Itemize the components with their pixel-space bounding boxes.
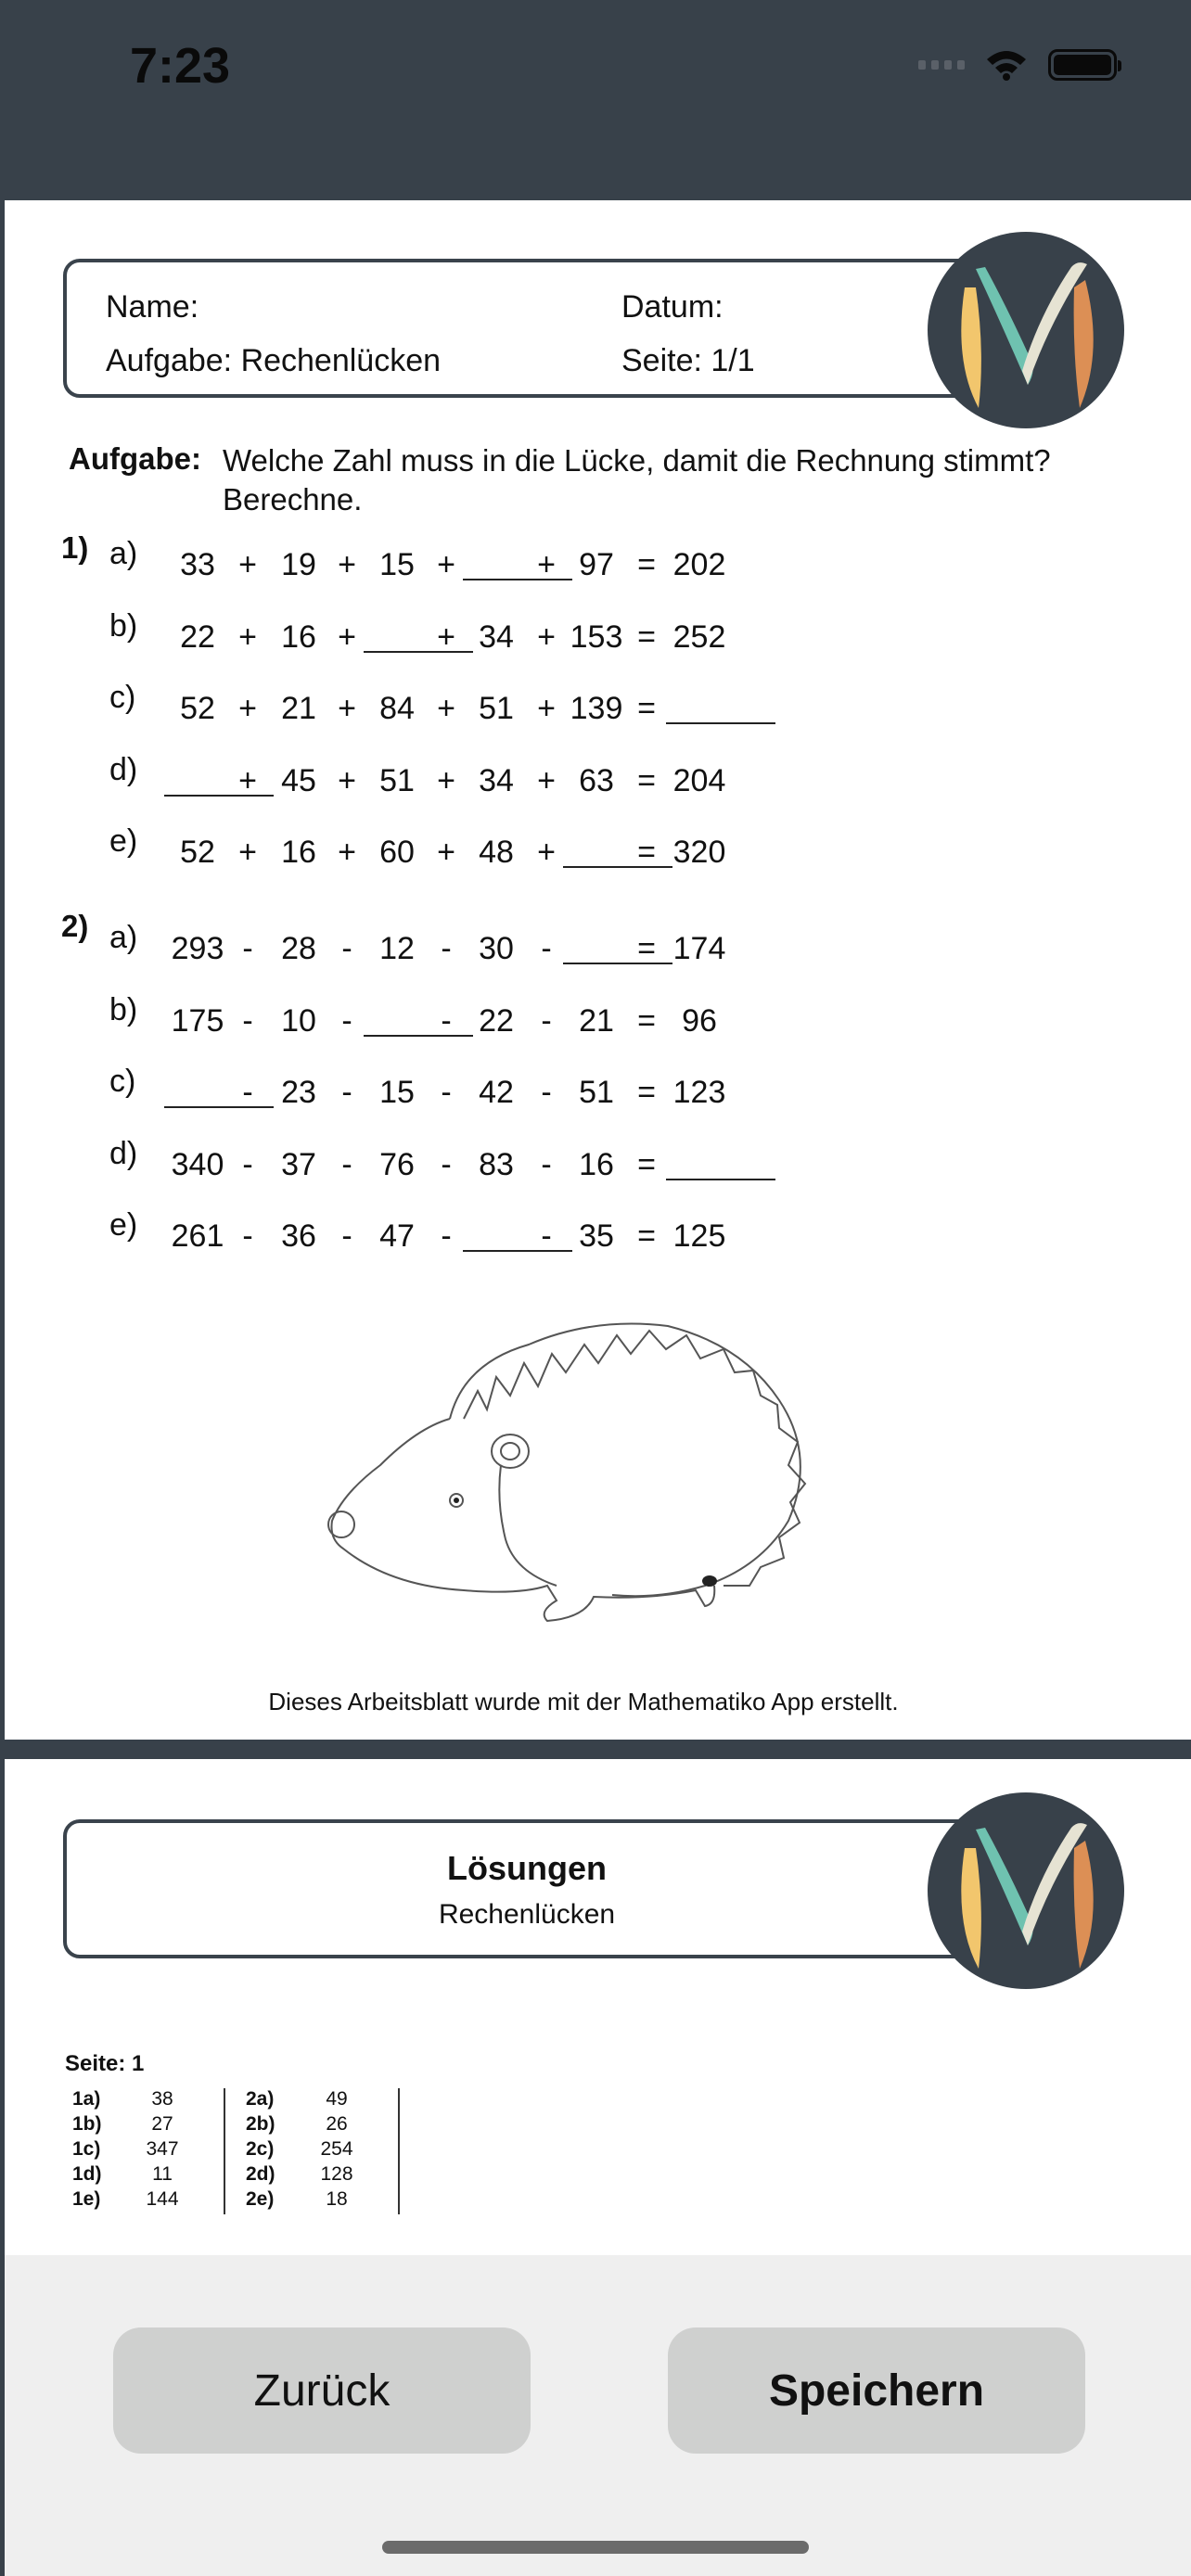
- number-token: 12: [379, 931, 415, 966]
- operator-token: -: [541, 1075, 552, 1110]
- exercise-letter: c): [109, 680, 136, 715]
- operator-token: =: [637, 762, 656, 798]
- solution-value: 26: [326, 2113, 348, 2135]
- solutions-divider: [224, 2088, 225, 2214]
- number-token: 97: [579, 547, 614, 582]
- operator-token: =: [637, 835, 656, 870]
- operator-token: +: [437, 691, 455, 726]
- exercise-row: [0, 751, 1191, 819]
- number-token: 153: [570, 618, 623, 655]
- exercise-row: [0, 920, 1191, 987]
- section-2-number: 2): [61, 909, 89, 943]
- operator-token: =: [637, 1146, 656, 1182]
- solutions-divider: [398, 2088, 400, 2214]
- operator-token: -: [341, 1002, 352, 1039]
- solutions-header: [63, 1819, 991, 1958]
- operator-token: +: [338, 691, 356, 726]
- operator-token: =: [637, 618, 656, 655]
- operator-token: -: [242, 1002, 253, 1039]
- solution-value: 49: [326, 2088, 348, 2110]
- solution-value: 18: [326, 2188, 348, 2210]
- operator-token: +: [537, 618, 556, 655]
- solution-value: 254: [320, 2138, 353, 2160]
- number-token: 175: [171, 1002, 224, 1039]
- number-token: 34: [479, 762, 514, 798]
- number-token: 96: [682, 1002, 717, 1039]
- number-token: 22: [180, 618, 215, 655]
- number-token: 51: [379, 762, 415, 798]
- number-token: 30: [479, 931, 514, 966]
- exercise-row: [0, 536, 1191, 603]
- number-token: 84: [379, 691, 415, 726]
- operator-token: -: [242, 1218, 253, 1254]
- solution-key: 2c): [246, 2138, 275, 2160]
- operator-token: +: [537, 691, 556, 726]
- operator-token: -: [541, 931, 552, 966]
- solution-value: 27: [151, 2113, 173, 2135]
- answer-blank: [364, 651, 473, 653]
- exercise-letter: a): [109, 920, 138, 955]
- number-token: 47: [379, 1218, 415, 1254]
- hedgehog-illustration: [315, 1307, 853, 1632]
- operator-token: -: [541, 1146, 552, 1182]
- save-button[interactable]: Speichern: [668, 2327, 1085, 2454]
- answer-blank: [463, 1250, 572, 1252]
- operator-token: =: [637, 547, 656, 582]
- solution-key: 2e): [246, 2188, 275, 2210]
- number-token: 52: [180, 691, 215, 726]
- number-token: 42: [479, 1075, 514, 1110]
- back-button[interactable]: Zurück: [113, 2327, 531, 2454]
- number-token: 22: [479, 1002, 514, 1039]
- operator-token: +: [338, 547, 356, 582]
- number-token: 10: [281, 1002, 316, 1039]
- operator-token: +: [238, 835, 257, 870]
- worksheet-footer: Dieses Arbeitsblatt wurde mit der Mathematiko App erstellt.: [268, 1688, 899, 1715]
- solution-key: 1e): [72, 2188, 101, 2210]
- instruction-line-2: Berechne.: [223, 482, 363, 516]
- number-token: 33: [180, 547, 215, 582]
- number-token: 35: [579, 1218, 614, 1254]
- operator-token: +: [238, 618, 257, 655]
- battery-icon: [1048, 49, 1117, 81]
- number-token: 21: [281, 691, 316, 726]
- exercise-row: [0, 823, 1191, 890]
- operator-token: -: [541, 1002, 552, 1039]
- solution-key: 1b): [72, 2113, 102, 2135]
- number-token: 48: [479, 835, 514, 870]
- exercise-letter: b): [109, 991, 138, 1027]
- operator-token: -: [441, 1075, 452, 1110]
- answer-blank: [666, 1179, 775, 1180]
- operator-token: +: [338, 835, 356, 870]
- number-token: 139: [570, 691, 623, 726]
- solution-value: 347: [146, 2138, 179, 2160]
- exercise-row: [0, 607, 1191, 675]
- operator-token: =: [637, 1218, 656, 1254]
- exercise-row: [0, 1207, 1191, 1274]
- solution-value: 128: [320, 2163, 353, 2185]
- number-token: 261: [171, 1218, 224, 1254]
- answer-blank: [364, 1035, 473, 1037]
- solutions-table: [0, 2086, 557, 2216]
- operator-token: +: [238, 762, 257, 798]
- number-token: 204: [672, 762, 726, 798]
- number-token: 76: [379, 1146, 415, 1182]
- instruction-text: [223, 441, 1132, 519]
- exercise-letter: d): [109, 751, 138, 787]
- exercise-letter: c): [109, 1064, 136, 1099]
- page-label: Seite: 1/1: [621, 343, 755, 378]
- operator-token: +: [338, 618, 356, 655]
- number-token: 36: [281, 1218, 316, 1254]
- status-time: 7:23: [130, 38, 231, 94]
- operator-token: -: [441, 1002, 452, 1039]
- solutions-page-label: Seite: 1: [65, 2051, 145, 2076]
- number-token: 125: [672, 1218, 726, 1254]
- operator-token: +: [437, 618, 455, 655]
- number-token: 19: [281, 547, 316, 582]
- operator-token: -: [242, 1146, 253, 1182]
- cellular-signal-icon: [918, 60, 965, 70]
- operator-token: -: [341, 1218, 352, 1254]
- instruction-line-1: Welche Zahl muss in die Lücke, damit die Rechnung stimmt?: [223, 443, 1051, 478]
- number-token: 202: [672, 547, 726, 582]
- operator-token: +: [338, 762, 356, 798]
- number-token: 83: [479, 1146, 514, 1182]
- mathematiko-logo: [928, 232, 1124, 428]
- status-bar: [0, 0, 1191, 200]
- status-icons: [918, 48, 1117, 82]
- operator-token: -: [341, 931, 352, 966]
- number-token: 23: [281, 1075, 316, 1110]
- operator-token: -: [341, 1075, 352, 1110]
- number-token: 52: [180, 835, 215, 870]
- answer-blank: [463, 579, 572, 580]
- operator-token: -: [242, 1075, 253, 1110]
- answer-blank: [164, 1106, 274, 1108]
- operator-token: +: [437, 835, 455, 870]
- exercise-letter: a): [109, 536, 138, 571]
- number-token: 63: [579, 762, 614, 798]
- solution-key: 2d): [246, 2163, 275, 2185]
- exercise-letter: e): [109, 823, 138, 859]
- number-token: 16: [579, 1146, 614, 1182]
- operator-token: -: [341, 1146, 352, 1182]
- solution-value: 144: [146, 2188, 179, 2210]
- exercise-row: [0, 991, 1191, 1059]
- operator-token: +: [437, 762, 455, 798]
- exercise-row: [0, 1064, 1191, 1130]
- number-token: 34: [479, 618, 514, 655]
- number-token: 293: [171, 931, 224, 966]
- exercise-row: [0, 680, 1191, 746]
- exercise-letter: d): [109, 1135, 138, 1171]
- operator-token: =: [637, 931, 656, 966]
- answer-blank: [666, 722, 775, 724]
- number-token: 123: [672, 1075, 726, 1110]
- number-token: 28: [281, 931, 316, 966]
- wifi-icon: [985, 48, 1028, 82]
- answer-blank: [563, 963, 672, 964]
- mathematiko-logo-2: [928, 1792, 1124, 1989]
- number-token: 252: [672, 618, 726, 655]
- number-token: 16: [281, 618, 316, 655]
- solution-key: 1c): [72, 2138, 101, 2160]
- number-token: 16: [281, 835, 316, 870]
- operator-token: +: [238, 691, 257, 726]
- operator-token: =: [637, 1075, 656, 1110]
- operator-token: +: [537, 762, 556, 798]
- date-label: Datum:: [621, 289, 724, 325]
- number-token: 21: [579, 1002, 614, 1039]
- operator-token: =: [637, 691, 656, 726]
- solutions-title: Lösungen: [447, 1849, 607, 1887]
- number-token: 60: [379, 835, 415, 870]
- exercise-letter: b): [109, 607, 138, 644]
- exercise-row: [0, 1135, 1191, 1203]
- task-label: Aufgabe: Rechenlücken: [106, 343, 442, 378]
- instruction-label: Aufgabe:: [69, 441, 201, 476]
- number-token: 37: [281, 1146, 316, 1182]
- answer-blank: [164, 795, 274, 797]
- operator-token: -: [441, 1218, 452, 1254]
- operator-token: +: [537, 547, 556, 582]
- solution-key: 1a): [72, 2088, 101, 2110]
- operator-token: =: [637, 1002, 656, 1039]
- operator-token: -: [441, 1146, 452, 1182]
- solutions-subtitle: Rechenlücken: [438, 1899, 616, 1930]
- number-token: 15: [379, 1075, 415, 1110]
- solution-value: 11: [152, 2163, 173, 2185]
- operator-token: -: [441, 931, 452, 966]
- exercise-letter: e): [109, 1207, 138, 1243]
- solution-value: 38: [151, 2088, 173, 2110]
- operator-token: -: [541, 1218, 552, 1254]
- number-token: 45: [281, 762, 316, 798]
- number-token: 174: [672, 931, 726, 966]
- number-token: 340: [171, 1146, 224, 1182]
- number-token: 51: [579, 1075, 614, 1110]
- solution-key: 2a): [246, 2088, 275, 2110]
- home-indicator[interactable]: [382, 2541, 809, 2554]
- solution-key: 2b): [246, 2113, 275, 2135]
- answer-blank: [563, 866, 672, 868]
- name-label: Name:: [106, 289, 199, 325]
- operator-token: +: [437, 547, 455, 582]
- operator-token: -: [242, 931, 253, 966]
- section-1-number: 1): [61, 530, 89, 565]
- number-token: 320: [672, 835, 726, 870]
- solution-key: 1d): [72, 2163, 102, 2185]
- operator-token: +: [537, 835, 556, 870]
- operator-token: +: [238, 547, 257, 582]
- number-token: 15: [379, 547, 415, 582]
- number-token: 51: [479, 691, 514, 726]
